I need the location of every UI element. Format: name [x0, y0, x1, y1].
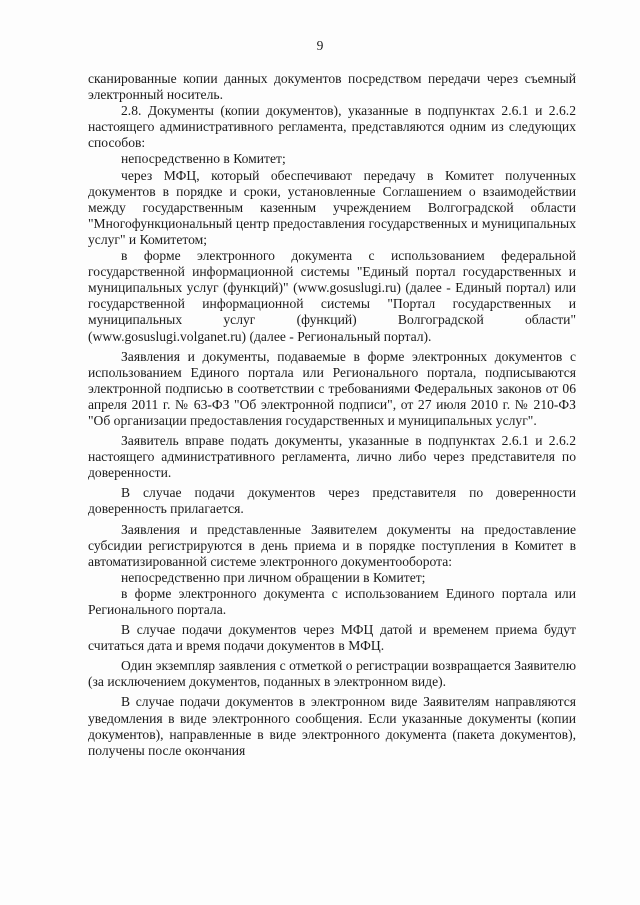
- paragraph: через МФЦ, который обеспечивают передачу в Комитет полученных документов в порядке и сроки, установленные Соглашением о взаимодействии между государственным казенным учреждением Волгоградской области "Многофункциональный центр предоставления государственных и муниципальных услуг" и Комитетом;: [88, 167, 576, 247]
- paragraph: Один экземпляр заявления с отметкой о регистрации возвращается Заявителю (за исключением документов, поданных в электронном виде).: [88, 658, 576, 690]
- paragraph: в форме электронного документа с использованием Единого портала или Регионального портала.: [88, 585, 576, 617]
- document-body: [88, 71, 576, 759]
- paragraph: непосредственно в Комитет;: [121, 151, 286, 167]
- paragraph: Заявления и представленные Заявителем документы на предоставление субсидии регистрируются в день приема и в порядке поступления в Комитет в автоматизированной системе электронного документооборота:: [88, 521, 576, 569]
- paragraph: 2.8. Документы (копии документов), указанные в подпунктах 2.6.1 и 2.6.2 настоящего административного регламента, представляются одним из следующих способов:: [88, 103, 576, 151]
- paragraph: Заявитель вправе подать документы, указанные в подпунктах 2.6.1 и 2.6.2 настоящего административного регламента, лично либо через представителя по доверенности.: [88, 433, 576, 481]
- paragraph: Заявления и документы, подаваемые в форме электронных документов с использованием Единого портала или Регионального портала, подписываются электронной подписью в соответствии с требованиями Федеральных законов от 06 апреля 2011 г. № 63-ФЗ "Об электронной подписи", от 27 июля 2010 г. № 210-ФЗ "Об организации предоставления государственных и муниципальных услуг".: [88, 348, 576, 428]
- page-number: 9: [316, 38, 324, 53]
- paragraph: В случае подачи документов через представителя по доверенности доверенность прилагается.: [88, 485, 576, 517]
- paragraph: В случае подачи документов через МФЦ датой и временем приема будут считаться дата и время подачи документов в МФЦ.: [88, 622, 576, 654]
- paragraph: В случае подачи документов в электронном виде Заявителям направляются уведомления в виде электронного сообщения. Если указанные документы (копии документов), направленные в виде электронного документа (пакета документов), получены после окончания: [88, 694, 576, 758]
- paragraph: сканированные копии данных документов посредством передачи через съемный электронный носитель.: [88, 71, 576, 103]
- paragraph: в форме электронного документа с использованием федеральной государственной информационной системы "Единый портал государственных и муниципальных услуг (функций)" (www.gosuslugi.ru) (далее - Единый портал) или государственной информационной системы "Портал государственных и муниципальных услуг (функций) Волгоградской области" (www.gosuslugi.volganet.ru) (далее - Региональный портал).: [88, 248, 576, 344]
- paragraph: непосредственно при личном обращении в Комитет;: [121, 569, 426, 585]
